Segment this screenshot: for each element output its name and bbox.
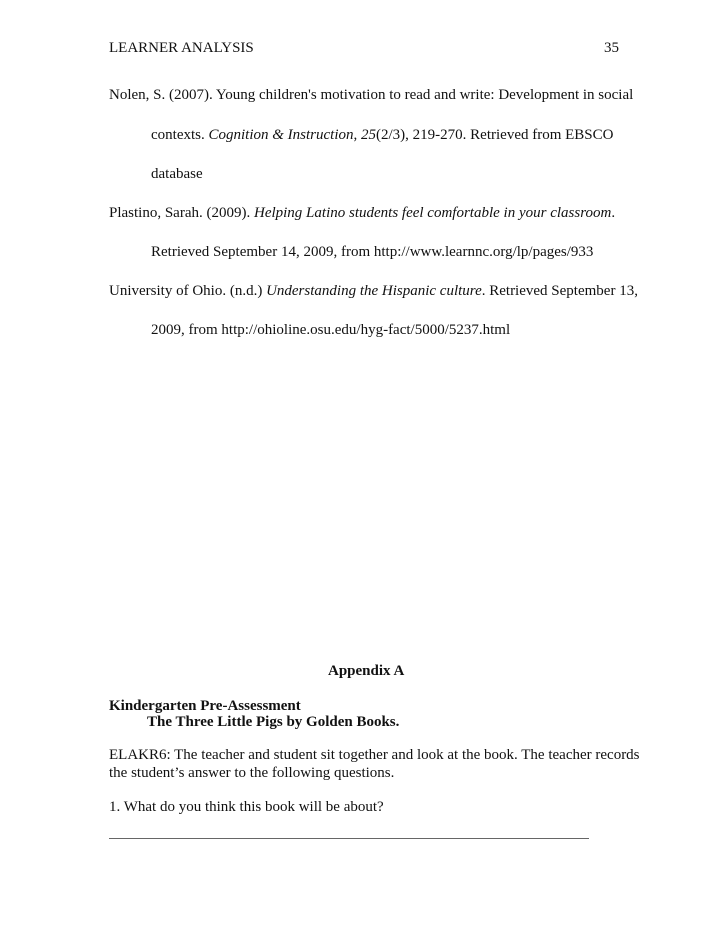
reference-3-line-1 — [109, 281, 638, 301]
reference-2-line-2: Retrieved September 14, 2009, from http://www.learnnc.org/lp/pages/933 — [151, 244, 594, 260]
reference-3-title: Understanding the Hispanic culture — [266, 283, 482, 299]
question-1: 1. What do you think this book will be about? — [109, 799, 384, 815]
book-title: The Three Little Pigs by Golden Books. — [147, 714, 400, 730]
reference-1-pre: contexts. — [151, 127, 209, 143]
reference-1-line-1: Nolen, S. (2007). Young children's motivation to read and write: Development in social — [109, 87, 634, 103]
reference-2-line-1 — [109, 203, 615, 223]
reference-2-pre: Plastino, Sarah. (2009). — [109, 205, 254, 221]
running-head: LEARNER ANALYSIS — [109, 40, 254, 56]
instructions-line-2: the student’s answer to the following questions. — [109, 765, 395, 781]
reference-1-volume: 25 — [361, 127, 377, 143]
reference-3-line-2: 2009, from http://ohioline.osu.edu/hyg-fact/5000/5237.html — [151, 322, 511, 338]
reference-1-comma: , — [353, 127, 362, 143]
page-number: 35 — [604, 40, 619, 56]
reference-1-post: (2/3), 219-270. Retrieved from EBSCO — [376, 127, 614, 143]
reference-3-pre: University of Ohio. (n.d.) — [109, 283, 267, 299]
instructions-line-1: ELAKR6: The teacher and student sit together and look at the book. The teacher records — [109, 747, 640, 763]
reference-3-post: . Retrieved September 13, — [481, 283, 638, 299]
assessment-title: Kindergarten Pre-Assessment — [109, 698, 301, 714]
reference-2-title: Helping Latino students feel comfortable in your classroom — [253, 205, 612, 221]
reference-2-post: . — [611, 205, 616, 221]
appendix-heading: Appendix A — [328, 663, 405, 679]
answer-blank-line — [109, 838, 589, 839]
reference-1-journal: Cognition & Instruction — [208, 127, 354, 143]
reference-1-line-3: database — [151, 166, 203, 182]
reference-1-line-2 — [151, 125, 613, 145]
